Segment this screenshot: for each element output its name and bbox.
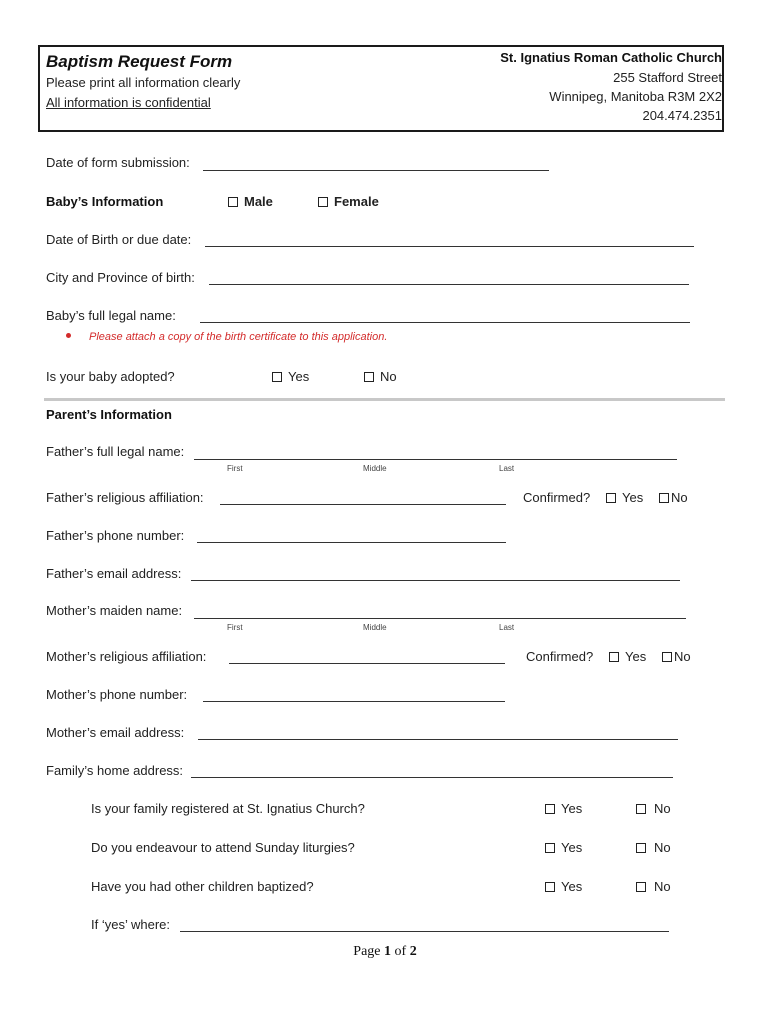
- mother-last-caption: Last: [499, 623, 515, 632]
- registered-no-checkbox[interactable]: [636, 804, 646, 814]
- sunday-no-label: No: [654, 840, 671, 855]
- mother-confirmed-no-checkbox[interactable]: [662, 652, 672, 662]
- registered-yes-label: Yes: [561, 801, 583, 816]
- sunday-question: Do you endeavour to attend Sunday liturgies?: [91, 840, 355, 855]
- other-children-no-option[interactable]: [636, 879, 671, 894]
- of-word: of: [394, 944, 407, 959]
- father-name-label: Father’s full legal name:: [46, 444, 185, 459]
- church-phone: 204.474.2351: [642, 108, 722, 123]
- other-children-no-checkbox[interactable]: [636, 882, 646, 892]
- father-confirmed-yes-label: Yes: [622, 490, 644, 505]
- registered-question: Is your family registered at St. Ignatius Church?: [91, 801, 365, 816]
- adopted-label: Is your baby adopted?: [46, 369, 175, 384]
- form-title: Baptism Request Form: [46, 52, 233, 71]
- mother-religion-input[interactable]: [229, 663, 505, 664]
- father-email-label: Father’s email address:: [46, 566, 182, 581]
- father-middle-caption: Middle: [363, 464, 387, 473]
- page-number: [0, 944, 770, 960]
- mother-confirmed-no-option[interactable]: [662, 649, 691, 664]
- father-confirmed-no-label: No: [671, 490, 688, 505]
- sunday-yes-checkbox[interactable]: [545, 843, 555, 853]
- mother-email-label: Mother’s email address:: [46, 725, 185, 740]
- mother-name-input[interactable]: [194, 618, 686, 619]
- church-address-line1: 255 Stafford Street: [613, 70, 722, 85]
- mother-confirmed-yes-option[interactable]: [609, 649, 646, 664]
- where-input[interactable]: [180, 931, 669, 932]
- registered-no-option[interactable]: [636, 801, 671, 816]
- mother-middle-caption: Middle: [363, 623, 387, 632]
- birth-date-label: Date of Birth or due date:: [46, 232, 192, 247]
- sunday-yes-label: Yes: [561, 840, 583, 855]
- female-option[interactable]: [318, 194, 379, 209]
- male-label: Male: [244, 194, 273, 209]
- father-religion-input[interactable]: [220, 504, 506, 505]
- father-name-input[interactable]: [194, 459, 677, 460]
- page-current: 1: [384, 944, 392, 959]
- mother-name-label: Mother’s maiden name:: [46, 603, 183, 618]
- page-total: 2: [409, 944, 417, 959]
- birth-place-input[interactable]: [209, 284, 689, 285]
- adopted-no-label: No: [380, 369, 397, 384]
- adopted-yes-option[interactable]: [272, 369, 309, 384]
- where-label: If ‘yes’ where:: [91, 917, 170, 932]
- other-children-yes-label: Yes: [561, 879, 583, 894]
- form-subtitle: Please print all information clearly: [46, 75, 241, 90]
- father-confirmed-yes-checkbox[interactable]: [606, 493, 616, 503]
- registered-no-label: No: [654, 801, 671, 816]
- other-children-question: Have you had other children baptized?: [91, 879, 314, 894]
- adopted-no-checkbox[interactable]: [364, 372, 374, 382]
- baby-section-heading: Baby’s Information: [46, 194, 164, 209]
- mother-phone-label: Mother’s phone number:: [46, 687, 188, 702]
- page-word: Page: [353, 944, 381, 959]
- certificate-note-text: Please attach a copy of the birth certificate to this application.: [89, 331, 388, 343]
- male-option[interactable]: [228, 194, 273, 209]
- father-confirmed-label: Confirmed?: [523, 490, 591, 505]
- mother-phone-input[interactable]: [203, 701, 505, 702]
- father-confirmed-yes-option[interactable]: [606, 490, 643, 505]
- father-email-input[interactable]: [191, 580, 680, 581]
- other-children-yes-option[interactable]: [545, 879, 582, 894]
- sunday-no-checkbox[interactable]: [636, 843, 646, 853]
- adopted-yes-checkbox[interactable]: [272, 372, 282, 382]
- parent-section-heading: Parent’s Information: [46, 407, 172, 422]
- sunday-no-option[interactable]: [636, 840, 671, 855]
- mother-confirmed-label: Confirmed?: [526, 649, 594, 664]
- home-address-input[interactable]: [191, 777, 673, 778]
- father-first-caption: First: [227, 464, 243, 473]
- confidential-note: All information is confidential: [46, 95, 211, 110]
- registered-yes-checkbox[interactable]: [545, 804, 555, 814]
- church-address-line2: Winnipeg, Manitoba R3M 2X2: [549, 89, 722, 104]
- submission-date-input[interactable]: [203, 170, 549, 171]
- mother-confirmed-yes-checkbox[interactable]: [609, 652, 619, 662]
- baby-name-input[interactable]: [200, 322, 690, 323]
- section-divider: [44, 398, 725, 401]
- registered-yes-option[interactable]: [545, 801, 582, 816]
- birth-date-input[interactable]: [205, 246, 694, 247]
- church-name: St. Ignatius Roman Catholic Church: [500, 50, 722, 65]
- female-label: Female: [334, 194, 379, 209]
- certificate-note: [66, 331, 387, 343]
- female-checkbox[interactable]: [318, 197, 328, 207]
- mother-email-input[interactable]: [198, 739, 678, 740]
- mother-first-caption: First: [227, 623, 243, 632]
- mother-religion-label: Mother’s religious affiliation:: [46, 649, 207, 664]
- sunday-yes-option[interactable]: [545, 840, 582, 855]
- father-last-caption: Last: [499, 464, 515, 473]
- baby-name-label: Baby’s full legal name:: [46, 308, 176, 323]
- bullet-icon: [66, 333, 71, 338]
- submission-date-label: Date of form submission:: [46, 155, 190, 170]
- father-phone-input[interactable]: [197, 542, 506, 543]
- male-checkbox[interactable]: [228, 197, 238, 207]
- home-address-label: Family’s home address:: [46, 763, 184, 778]
- other-children-no-label: No: [654, 879, 671, 894]
- father-confirmed-no-checkbox[interactable]: [659, 493, 669, 503]
- adopted-yes-label: Yes: [288, 369, 310, 384]
- birth-place-label: City and Province of birth:: [46, 270, 195, 285]
- mother-confirmed-no-label: No: [674, 649, 691, 664]
- other-children-yes-checkbox[interactable]: [545, 882, 555, 892]
- father-phone-label: Father’s phone number:: [46, 528, 185, 543]
- father-religion-label: Father’s religious affiliation:: [46, 490, 204, 505]
- adopted-no-option[interactable]: [364, 369, 397, 384]
- father-confirmed-no-option[interactable]: [659, 490, 688, 505]
- mother-confirmed-yes-label: Yes: [625, 649, 647, 664]
